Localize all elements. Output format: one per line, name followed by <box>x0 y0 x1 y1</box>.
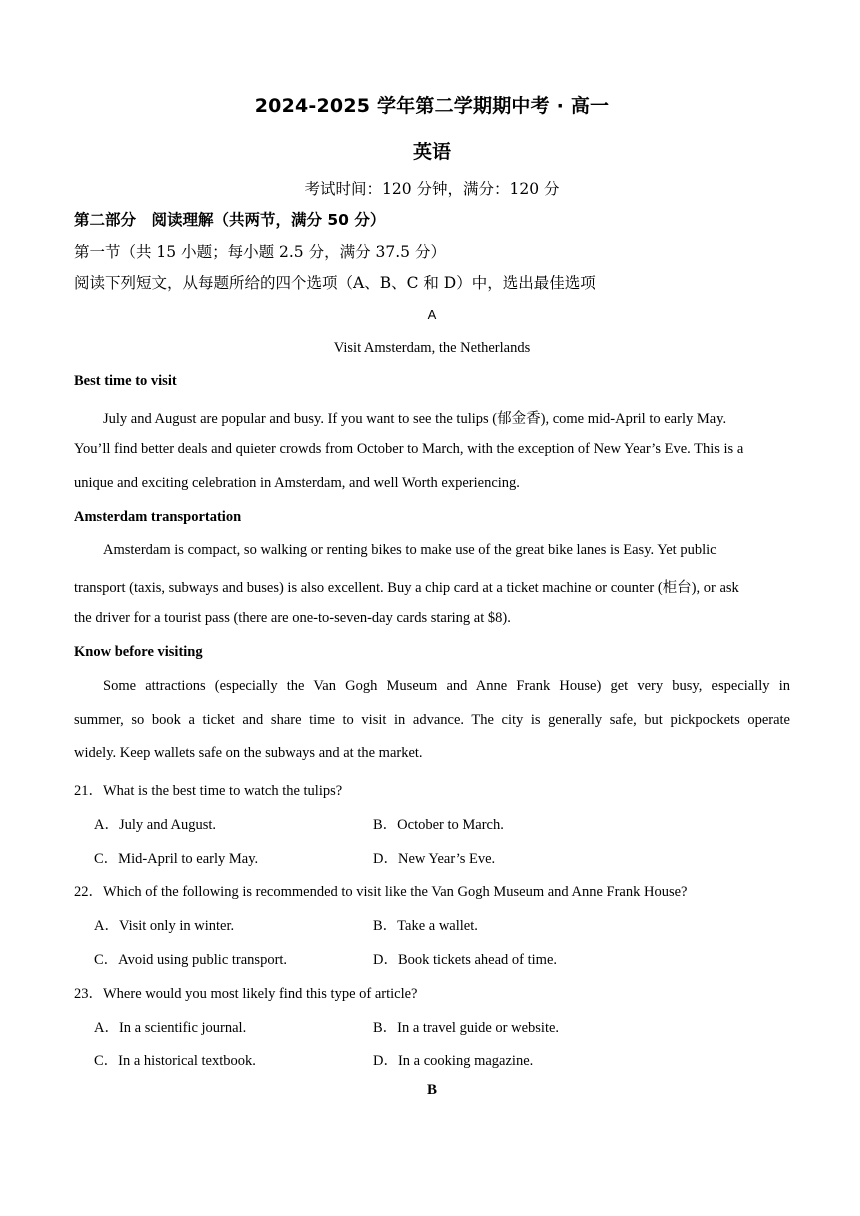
exam-info: 考试时间：120 分钟，满分：120 分 <box>304 180 560 198</box>
paragraph-line: unique and exciting celebration in Amsterdam, and well Worth experiencing. <box>74 475 520 491</box>
section-heading: Best time to visit <box>74 373 177 389</box>
answer-option[interactable]: A．Visit only in winter. <box>94 918 235 934</box>
instruction-text: 阅读下列短文，从每题所给的四个选项（A、B、C 和 D）中，选出最佳选项 <box>74 274 596 292</box>
answer-option[interactable]: B．In a travel guide or website. <box>373 1020 560 1036</box>
next-passage-label: B <box>426 1082 437 1098</box>
paragraph-line: widely. Keep wallets safe on the subways and at the market. <box>74 745 423 761</box>
answer-option[interactable]: B．Take a wallet. <box>373 918 478 934</box>
section-heading: Amsterdam transportation <box>74 509 242 525</box>
answer-option[interactable]: D．In a cooking magazine. <box>373 1053 534 1069</box>
paragraph-line: Amsterdam is compact, so walking or renting bikes to make use of the great bike lanes is Easy. Yet public <box>103 542 717 558</box>
answer-option[interactable]: D．Book tickets ahead of time. <box>373 952 558 968</box>
answer-option[interactable]: B．October to March. <box>373 817 504 833</box>
answer-option[interactable]: C．Mid-April to early May. <box>94 851 259 867</box>
answer-option[interactable]: A．July and August. <box>94 817 217 833</box>
answer-option[interactable]: A．In a scientific journal. <box>94 1020 247 1036</box>
question-stem: 23．Where would you most likely find this type of article? <box>74 986 418 1002</box>
section-heading: Know before visiting <box>74 644 203 660</box>
paragraph-line: summer, so book a ticket and share time to visit in advance. The city is generally safe, but pickpockets operate <box>74 712 790 728</box>
paragraph-line: July and August are popular and busy. If you want to see the tulips (郁金香), come mid-April to early May. <box>103 411 727 427</box>
answer-option[interactable]: C．Avoid using public transport. <box>94 952 288 968</box>
paragraph-line: the driver for a tourist pass (there are one-to-seven-day cards staring at $8). <box>74 610 511 626</box>
passage-label: A <box>427 307 437 322</box>
answer-option[interactable]: C．In a historical textbook. <box>94 1053 256 1069</box>
paragraph-line: transport (taxis, subways and buses) is also excellent. Buy a chip card at a ticket machine or counter (柜台), or ask <box>74 580 739 596</box>
paragraph-line: Some attractions (especially the Van Gogh Museum and Anne Frank House) get very busy, especially in <box>103 678 790 694</box>
subject-title: 英语 <box>412 141 451 163</box>
paragraph-line: You’ll find better deals and quieter crowds from October to March, with the exception of New Year’s Eve. This is a <box>74 441 744 457</box>
question-stem: 21．What is the best time to watch the tulips? <box>74 783 343 799</box>
answer-option[interactable]: D．New Year’s Eve. <box>373 851 496 867</box>
subsection-title: 第一节（共 15 小题；每小题 2.5 分，满分 37.5 分） <box>74 243 446 261</box>
part-title: 第二部分 阅读理解（共两节，满分 50 分） <box>74 211 386 229</box>
exam-title: 2024-2025 学年第二学期期中考 · 高一 <box>254 95 610 117</box>
question-stem: 22．Which of the following is recommended to visit like the Van Gogh Museum and Anne Frank House? <box>74 884 688 900</box>
passage-title: Visit Amsterdam, the Netherlands <box>333 340 531 356</box>
